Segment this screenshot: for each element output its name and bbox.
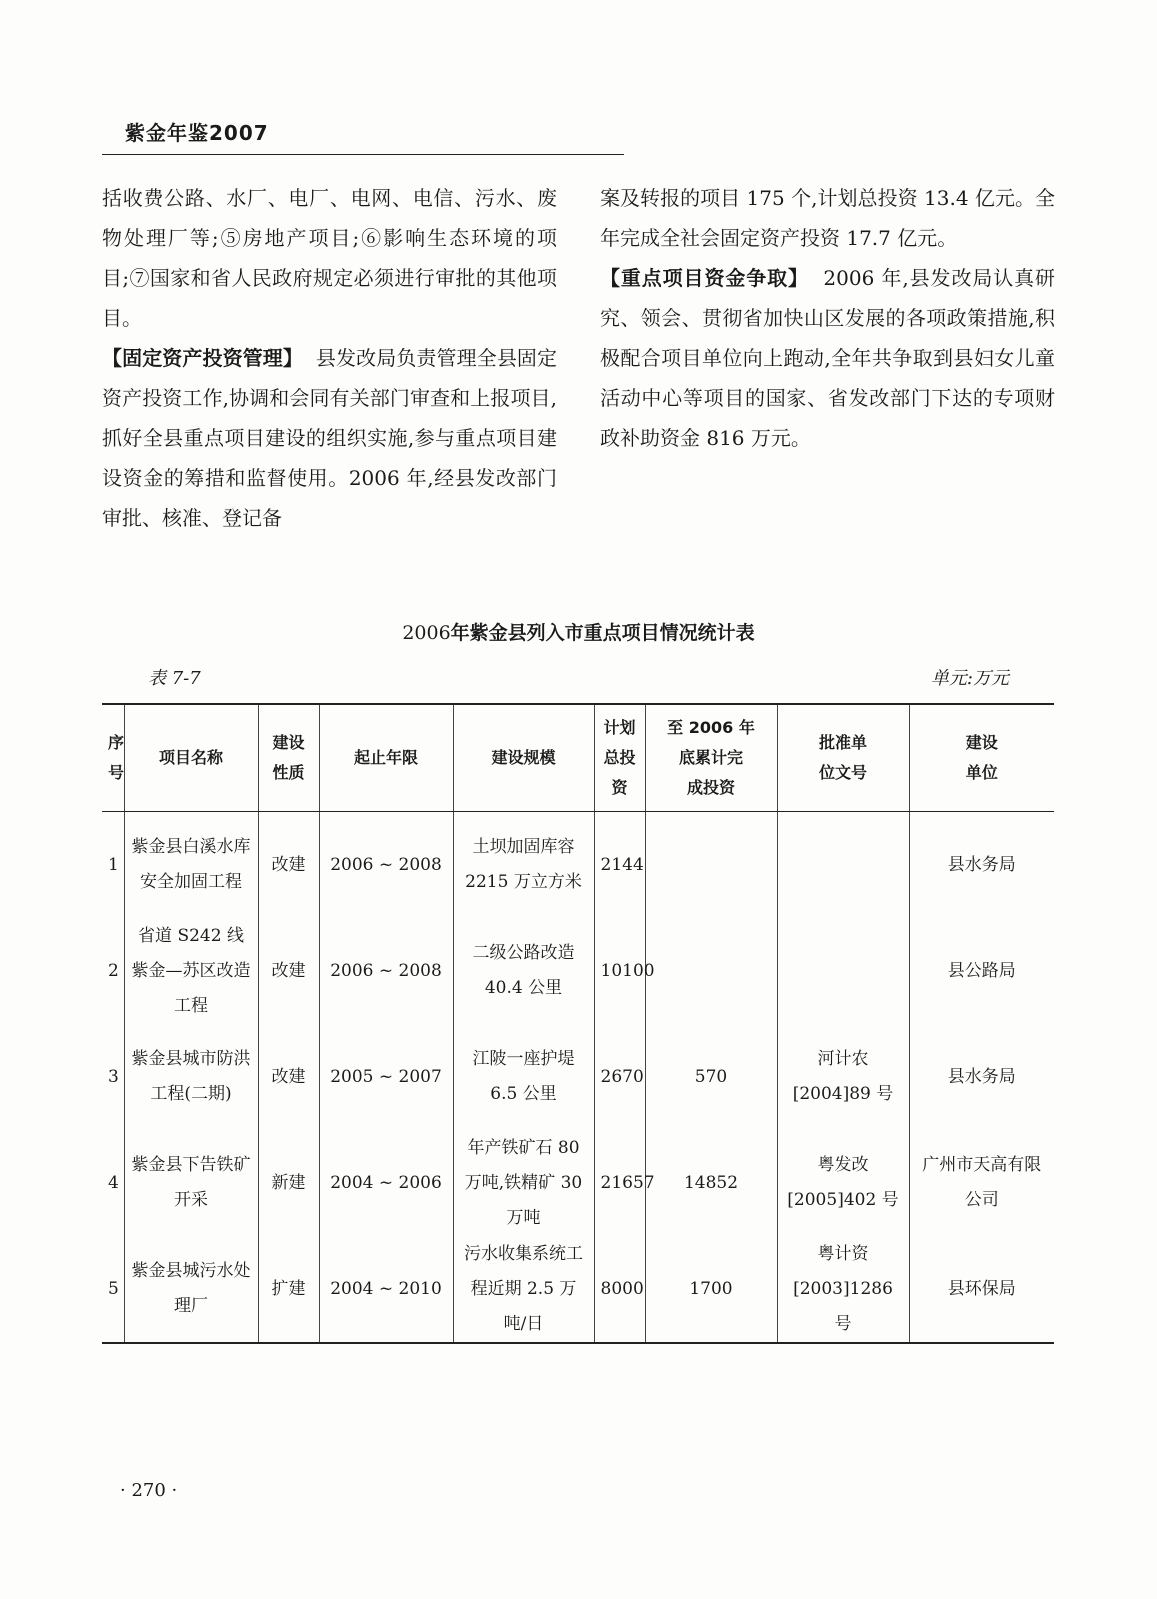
cell-builder: 广州市天高有限公司 <box>909 1130 1054 1236</box>
cell-builder: 县公路局 <box>909 918 1054 1024</box>
cell-approval: 粤计资 [2003]1286 号 <box>777 1236 909 1343</box>
table-title-year: 2006 <box>402 622 451 644</box>
table-unit: 单元:万元 <box>930 668 1009 689</box>
cell-completed <box>645 918 777 1024</box>
paragraph-text: 2006 年,县发改局认真研究、领会、贯彻省加快山区发展的各项政策措施,积极配合项目单位向上跑动,全年共争取到县妇女儿童活动中心等项目的国家、省发改部门下达的专项财政补助资金 816 万元。 <box>600 266 1055 450</box>
cell-planned: 10100 <box>594 918 645 1024</box>
cell-planned: 2670 <box>594 1024 645 1130</box>
paragraph <box>600 178 1055 258</box>
header-seq: 序 号 <box>102 704 124 812</box>
page-number: · 270 · <box>120 1480 178 1501</box>
header-scale: 建设规模 <box>453 704 594 812</box>
table-row <box>102 918 1054 1024</box>
cell-completed: 1700 <box>645 1236 777 1343</box>
cell-scale: 污水收集系统工程近期 2.5 万吨/日 <box>453 1236 594 1343</box>
table-title-text: 年紫金县列入市重点项目情况统计表 <box>450 622 755 644</box>
cell-scale: 土坝加固库容 2215 万立方米 <box>453 812 594 919</box>
cell-period: 2004 ~ 2006 <box>319 1130 453 1236</box>
cell-period: 2006 ~ 2008 <box>319 918 453 1024</box>
cell-builder: 县水务局 <box>909 812 1054 919</box>
cell-nature: 改建 <box>258 812 319 919</box>
cell-scale: 年产铁矿石 80 万吨,铁精矿 30 万吨 <box>453 1130 594 1236</box>
cell-planned: 2144 <box>594 812 645 919</box>
table-row <box>102 812 1054 919</box>
table-row <box>102 1130 1054 1236</box>
cell-completed: 570 <box>645 1024 777 1130</box>
cell-completed <box>645 812 777 919</box>
body-column-left <box>102 178 557 538</box>
key-projects-table <box>102 703 1054 1344</box>
header-period: 起止年限 <box>319 704 453 812</box>
table-label: 表 7-7 <box>148 668 201 689</box>
paragraph-text: 括收费公路、水厂、电厂、电网、电信、污水、废物处理厂等;⑤房地产项目;⑥影响生态环境的项目;⑦国家和省人民政府规定必须进行审批的其他项目。 <box>102 186 557 330</box>
header-builder: 建设 单位 <box>909 704 1054 812</box>
body-column-right <box>600 178 1055 458</box>
cell-approval: 河计农 [2004]89 号 <box>777 1024 909 1130</box>
section-heading: 【重点项目资金争取】 <box>600 266 809 290</box>
table-header-row <box>102 704 1054 812</box>
cell-nature: 扩建 <box>258 1236 319 1343</box>
cell-seq: 2 <box>102 918 124 1024</box>
cell-builder: 县环保局 <box>909 1236 1054 1343</box>
cell-name: 紫金县白溪水库安全加固工程 <box>124 812 258 919</box>
paragraph <box>102 178 557 338</box>
cell-completed: 14852 <box>645 1130 777 1236</box>
paragraph <box>102 338 557 538</box>
cell-name: 紫金县城市防洪工程(二期) <box>124 1024 258 1130</box>
header-approval: 批准单 位文号 <box>777 704 909 812</box>
cell-seq: 4 <box>102 1130 124 1236</box>
table-title <box>0 618 1157 645</box>
cell-name: 省道 S242 线紫金—苏区改造工程 <box>124 918 258 1024</box>
cell-name: 紫金县城污水处理厂 <box>124 1236 258 1343</box>
section-heading: 【固定资产投资管理】 <box>102 346 303 370</box>
cell-period: 2004 ~ 2010 <box>319 1236 453 1343</box>
paragraph-text: 案及转报的项目 175 个,计划总投资 13.4 亿元。全年完成全社会固定资产投资 17.7 亿元。 <box>600 186 1055 250</box>
yearbook-header-title: 紫金年鉴2007 <box>125 121 269 145</box>
cell-seq: 1 <box>102 812 124 919</box>
cell-builder: 县水务局 <box>909 1024 1054 1130</box>
cell-seq: 5 <box>102 1236 124 1343</box>
cell-scale: 江陂一座护堤 6.5 公里 <box>453 1024 594 1130</box>
cell-name: 紫金县下告铁矿开采 <box>124 1130 258 1236</box>
header-rule <box>102 154 624 155</box>
header-name: 项目名称 <box>124 704 258 812</box>
cell-approval <box>777 812 909 919</box>
cell-planned: 21657 <box>594 1130 645 1236</box>
cell-nature: 改建 <box>258 918 319 1024</box>
header-planned: 计划 总投 资 <box>594 704 645 812</box>
paragraph <box>600 258 1055 458</box>
table-row <box>102 1024 1054 1130</box>
header-nature: 建设 性质 <box>258 704 319 812</box>
cell-approval <box>777 918 909 1024</box>
cell-period: 2005 ~ 2007 <box>319 1024 453 1130</box>
cell-seq: 3 <box>102 1024 124 1130</box>
cell-planned: 8000 <box>594 1236 645 1343</box>
header-completed: 至 2006 年 底累计完 成投资 <box>645 704 777 812</box>
cell-period: 2006 ~ 2008 <box>319 812 453 919</box>
cell-nature: 改建 <box>258 1024 319 1130</box>
cell-scale: 二级公路改造 40.4 公里 <box>453 918 594 1024</box>
table-row <box>102 1236 1054 1343</box>
cell-approval: 粤发改 [2005]402 号 <box>777 1130 909 1236</box>
cell-nature: 新建 <box>258 1130 319 1236</box>
paragraph-text: 县发改局负责管理全县固定资产投资工作,协调和会同有关部门审查和上报项目,抓好全县重点项目建设的组织实施,参与重点项目建设资金的筹措和监督使用。2006 年,经县发改部门审批、核准、登记备 <box>102 346 558 530</box>
